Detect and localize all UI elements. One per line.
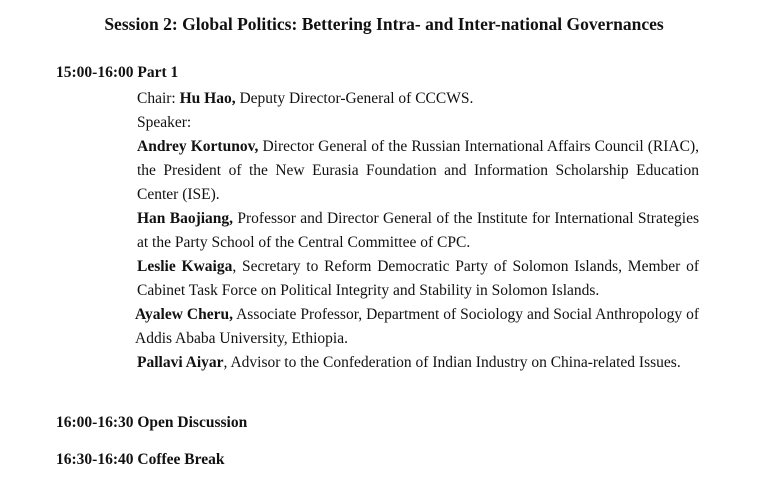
schedule-slot-coffee-break — [56, 450, 224, 470]
slot-label: Part 1 — [137, 64, 179, 81]
speaker-name: Ayalew Cheru, — [135, 306, 233, 323]
part1-details — [137, 87, 699, 375]
slot-label: Coffee Break — [137, 451, 225, 468]
speaker-description: , Secretary to Reform Democratic Party of Solomon Islands, Member of Cabinet Task Force on Political Integrity and Stability in Solomon Islands. — [137, 258, 699, 299]
chair-name: Hu Hao, — [179, 90, 236, 107]
schedule-slot-part1 — [56, 63, 178, 83]
speaker-label: Speaker: — [137, 114, 192, 131]
slot-time: 16:30-16:40 — [56, 451, 134, 468]
speaker-description: Director General of the Russian International Affairs Council (RIAC), the President of the New Eurasia Foundation and Information Scholarship Education Center (ISE). — [137, 138, 700, 203]
speaker-entry — [135, 303, 699, 351]
schedule-slot-open-discussion — [56, 413, 247, 433]
chair-line — [137, 87, 699, 111]
speaker-name: Pallavi Aiyar — [137, 354, 224, 371]
speaker-description: Associate Professor, Department of Sociology and Social Anthropology of Addis Ababa University, Ethiopia. — [135, 306, 699, 347]
chair-label: Chair: — [137, 90, 176, 107]
chair-role: Deputy Director-General of CCCWS. — [239, 90, 474, 107]
speaker-description: Professor and Director General of the Institute for International Strategies at the Party School of the Central Committee of CPC. — [137, 210, 699, 251]
session-title: Session 2: Global Politics: Bettering Intra- and Inter-national Governances — [104, 14, 664, 34]
speaker-name: Leslie Kwaiga — [137, 258, 233, 275]
speaker-entry — [137, 255, 699, 303]
speaker-entry — [137, 207, 699, 255]
speaker-entry — [137, 351, 699, 375]
speaker-description: , Advisor to the Confederation of Indian Industry on China-related Issues. — [223, 354, 681, 371]
speaker-entry — [137, 135, 699, 207]
slot-time: 16:00-16:30 — [56, 414, 134, 431]
slot-label: Open Discussion — [137, 414, 248, 431]
speaker-name: Andrey Kortunov, — [137, 138, 259, 155]
slot-time: 15:00-16:00 — [56, 64, 134, 81]
speaker-name: Han Baojiang, — [137, 210, 234, 227]
